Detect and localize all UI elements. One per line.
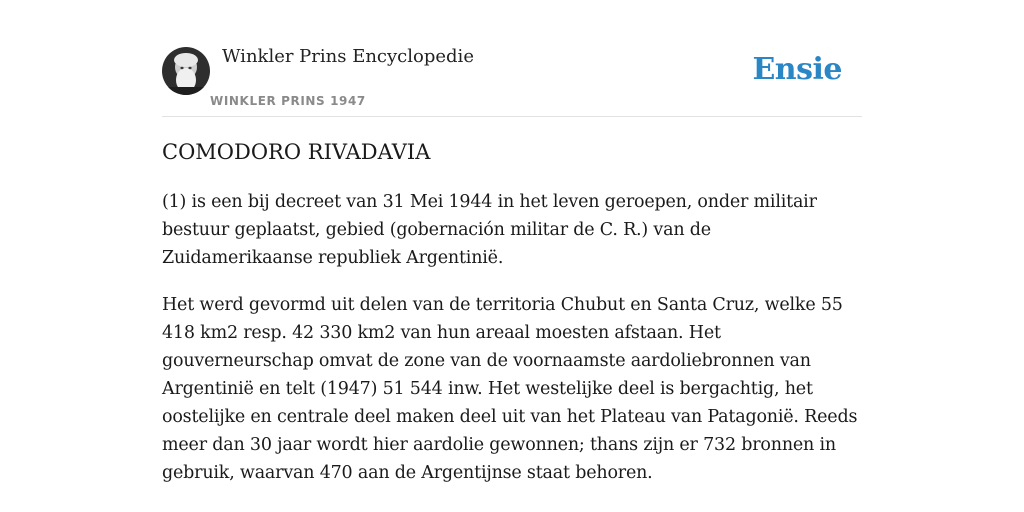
article-title: COMODORO RIVADAVIA [162,140,431,164]
article [162,140,862,487]
article-paragraph: Het werd gevormd uit delen van de territoria Chubut en Santa Cruz, welke 55 418 km2 resp. 42 330 km2 van hun areaal moesten afstaan. Het gouverneurschap omvat de zone van de voornaamste aardoliebronnen van Argentinië en telt (1947) 51 544 inw. Het westelijke deel is bergachtig, het oostelijke en centrale deel maken deel uit van het Plateau van Patagonië. Reeds meer dan 30 jaar wordt hier aardolie gewonnen; thans zijn er 732 bronnen in gebruik, waarvan 470 aan de Argentijnse staat behoren. [162,295,858,483]
source-header [162,0,862,117]
ensie-logo-link[interactable]: Ensie [752,52,842,87]
author-portrait-icon [162,47,210,95]
article-paragraph: (1) is een bij decreet van 31 Mei 1944 in het leven geroepen, onder militair bestuur geplaatst, gebied (gobernación militar de C. R.) van de Zuidamerikaanse republiek Argentinië. [162,192,817,268]
source-title[interactable]: Winkler Prins Encyclopedie [222,46,474,67]
source-subtitle: WINKLER PRINS 1947 [210,94,366,108]
author-avatar[interactable] [162,47,210,95]
